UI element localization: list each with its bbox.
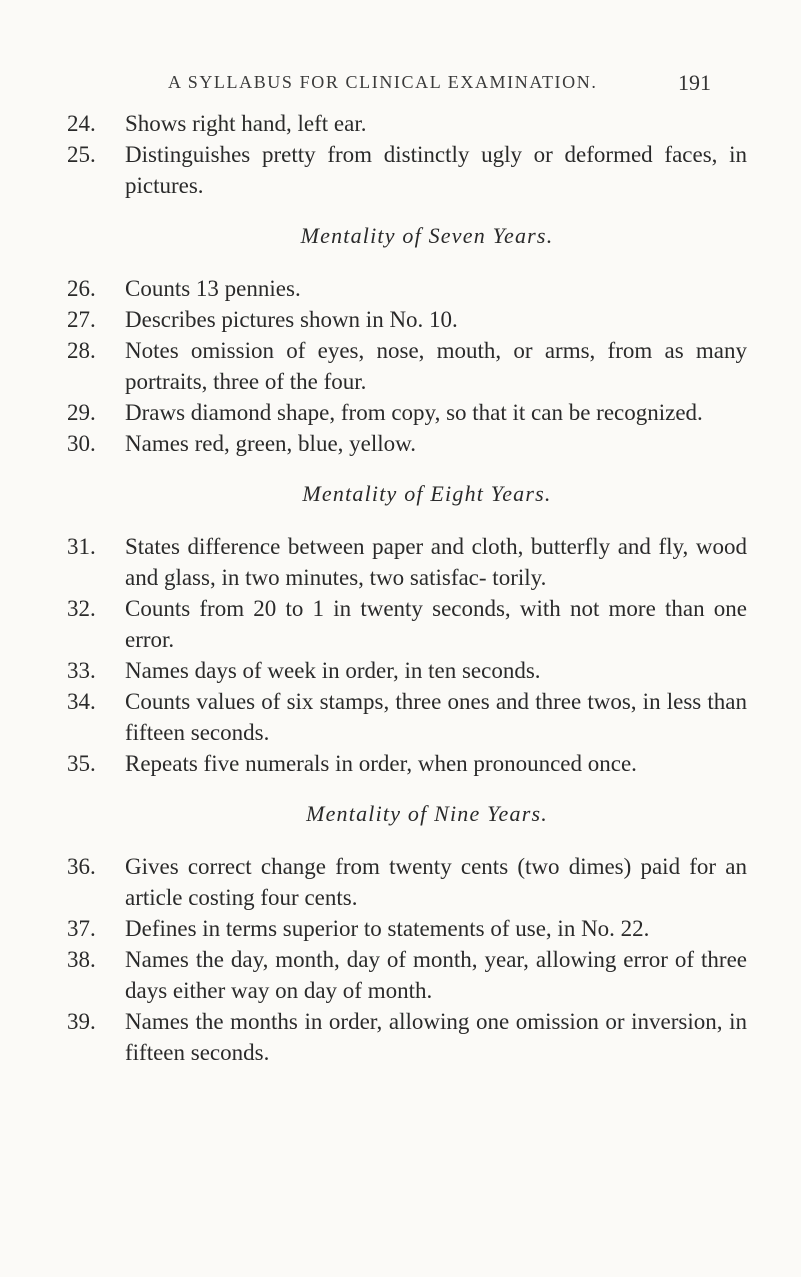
list-item [67,686,747,748]
list-item [67,304,747,335]
section-heading: Mentality of Eight Years. [302,481,552,506]
item-text: Distinguishes pretty from distinctly ugly or deformed faces, in pictures. [125,142,747,198]
list-item [67,851,747,913]
section-heading: Mentality of Nine Years. [306,801,548,826]
item-number: 27. [67,307,96,332]
item-number: 39. [67,1009,96,1034]
list-item [67,428,747,459]
list-item [67,748,747,779]
item-text: Notes omission of eyes, nose, mouth, or arms, from as many portraits, three of the four. [125,338,747,394]
item-number: 37. [67,916,96,941]
item-number: 28. [67,338,96,363]
item-number: 36. [67,854,96,879]
list-item [67,531,747,593]
item-number: 25. [67,142,96,167]
item-text: Defines in terms superior to statements of use, in No. 22. [125,916,650,941]
list-item [67,397,747,428]
list-item [67,655,747,686]
item-number: 29. [67,400,96,425]
item-text: Gives correct change from twenty cents (two dimes) paid for an article costing four cents. [125,854,747,910]
item-number: 32. [67,596,96,621]
item-number: 34. [67,689,96,714]
item-number: 26. [67,276,96,301]
item-text: Counts from 20 to 1 in twenty seconds, with not more than one error. [125,596,747,652]
item-text: States difference between paper and cloth, butterfly and fly, wood and glass, in two minutes, two satisfac- torily. [125,534,747,590]
list-item [67,944,747,1006]
item-text: Draws diamond shape, from copy, so that it can be recognized. [125,400,703,425]
item-text: Names red, green, blue, yellow. [125,431,417,456]
list-item [67,139,747,201]
item-text: Names the months in order, allowing one omission or inversion, in fifteen seconds. [125,1009,747,1065]
list-item [67,913,747,944]
item-text: Counts 13 pennies. [125,276,301,301]
section-heading: Mentality of Seven Years. [300,223,554,248]
list-item [67,335,747,397]
item-number: 31. [67,534,96,559]
item-number: 35. [67,751,96,776]
item-text: Repeats five numerals in order, when pronounced once. [125,751,637,776]
item-text: Shows right hand, left ear. [125,111,367,136]
running-head: A SYLLABUS FOR CLINICAL EXAMINATION. [168,72,598,92]
item-number: 30. [67,431,96,456]
item-text: Names days of week in order, in ten seconds. [125,658,541,683]
item-text: Describes pictures shown in No. 10. [125,307,458,332]
list-item [67,1006,747,1068]
item-number: 33. [67,658,96,683]
list-item [67,108,747,139]
page-content [67,108,747,1068]
list-item [67,273,747,304]
item-number: 24. [67,111,96,136]
page-number: 191 [678,70,711,95]
item-text: Counts values of six stamps, three ones and three twos, in less than fifteen seconds. [125,689,747,745]
list-item [67,593,747,655]
item-text: Names the day, month, day of month, year, allowing error of three days either way on day of month. [125,947,747,1003]
item-number: 38. [67,947,96,972]
